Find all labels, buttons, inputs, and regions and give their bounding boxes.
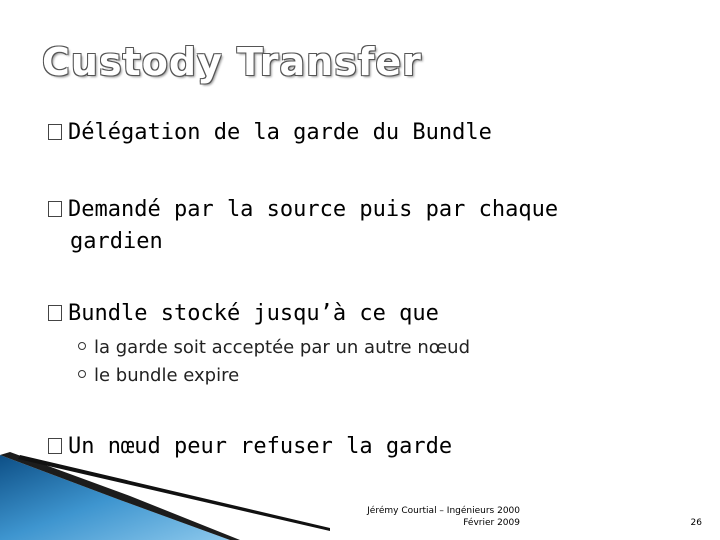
square-bullet-icon bbox=[48, 305, 62, 321]
footer-line-1: Jérémy Courtial – Ingénieurs 2000 bbox=[367, 506, 520, 516]
bullet-3 bbox=[48, 298, 668, 330]
footer-line-2: Février 2009 bbox=[463, 518, 520, 528]
square-bullet-icon bbox=[48, 438, 62, 454]
subbullet-1-text: la garde soit acceptée par un autre nœud bbox=[94, 337, 471, 358]
page-number: 26 bbox=[690, 518, 702, 528]
bullet-3-text: Bundle stocké jusqu’à ce que bbox=[68, 301, 439, 326]
bullet-1-text: Délégation de la garde du Bundle bbox=[68, 120, 492, 145]
square-bullet-icon bbox=[48, 201, 62, 217]
bullet-2 bbox=[48, 194, 668, 258]
slide-title: Custody Transfer bbox=[42, 40, 422, 84]
subbullet-1 bbox=[78, 336, 470, 360]
subbullet-2-text: le bundle expire bbox=[94, 365, 240, 386]
footer-author bbox=[367, 505, 520, 529]
bullet-4-text: Un nœud peur refuser la garde bbox=[68, 434, 453, 459]
subbullet-2 bbox=[78, 364, 239, 388]
ring-bullet-icon bbox=[78, 370, 86, 378]
bullet-2-continuation: gardien bbox=[70, 229, 163, 254]
bullet-2-text: Demandé par la source puis par chaque bbox=[68, 197, 559, 222]
bullet-1 bbox=[48, 117, 668, 149]
square-bullet-icon bbox=[48, 124, 62, 140]
ring-bullet-icon bbox=[78, 342, 86, 350]
bullet-4 bbox=[48, 431, 668, 463]
